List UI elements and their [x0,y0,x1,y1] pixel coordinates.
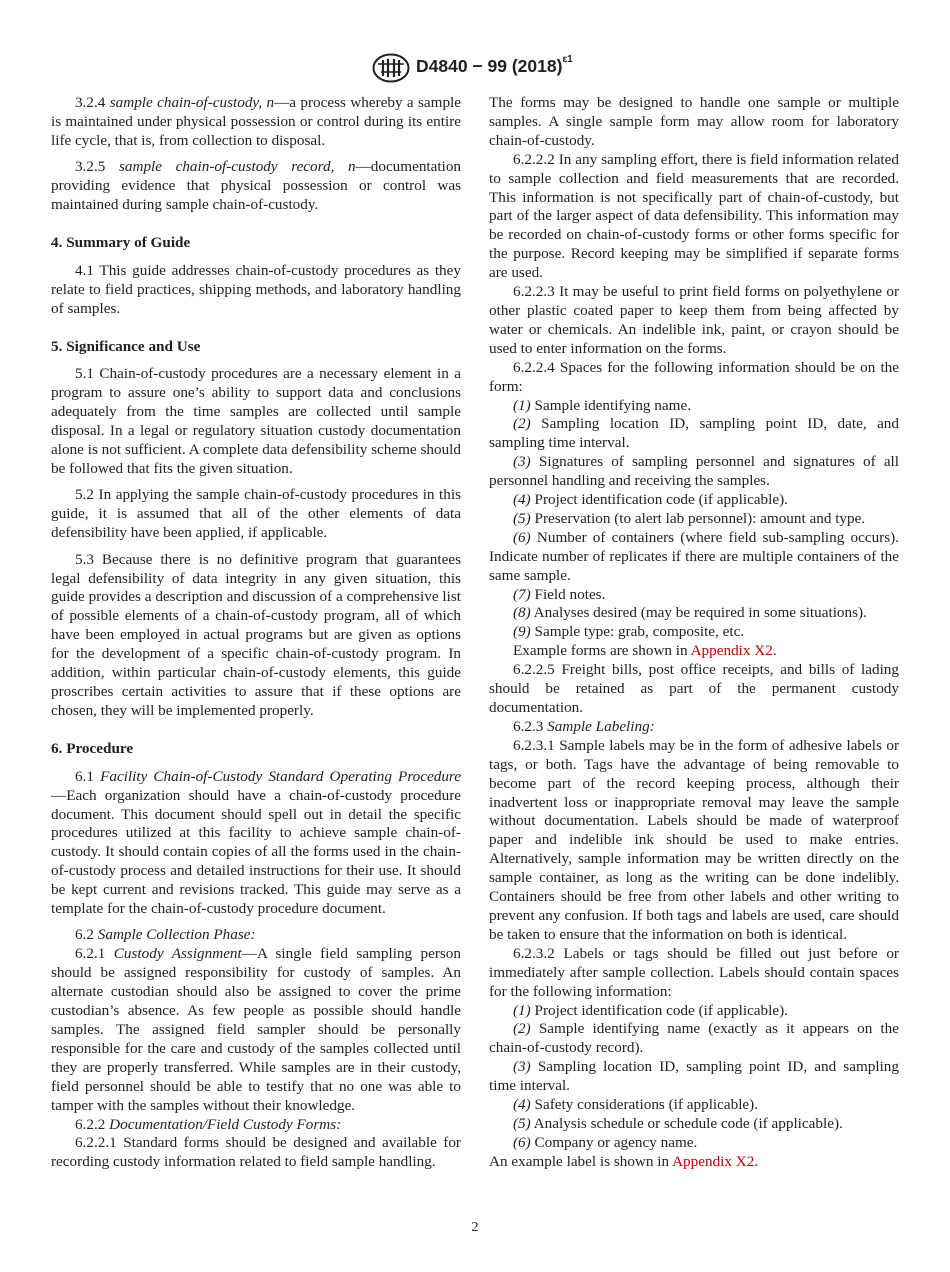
page-number: 2 [471,1220,479,1235]
paragraph-5-3: 5.3 Because there is no definitive program that guarantees legal defensibility of data integrity in any given situation, this guide provides a description and discussion of a comprehensive list of possible elements of a chain-of-custody program, all of which have been employed in actual programs but are given as options for the development of a specific chain-of-custody program. In addition, within particular chain-of-custody elements, this guide proscribes certain activities to assure that if these options are chosen, they will be implemented properly. [51,550,461,719]
paragraph-6-1: 6.1 Facility Chain-of-Custody Standard Operating Procedure—Each organization should have a chain-of-custody procedure document. This document should spell out in detail the specific procedures utilized at this facility to achieve sample chain-of-custody. It should contain copies of all the forms used in the chain-of-custody process and detailed instructions for their use. It should be kept current and revisions tracked. This guide may serve as a template for the chain-of-custody procedure document. [51,767,462,918]
paragraph-continuation: The forms may be designed to handle one sample or multiple samples. A single sample form may allow room for laboratory chain-of-custody. [489,94,899,149]
astm-logo-icon [372,53,410,83]
paragraph-6-2-3-2: 6.2.3.2 Labels or tags should be filled out just before or immediately after sample collection. Labels should contain spaces for the following information: [489,944,899,1000]
paragraph-6-2-2-2: 6.2.2.2 In any sampling effort, there is field information related to sample collection and field measurements that are recorded. This information is not specifically part of chain-of-custody, but part of the larger aspect of data defensibility. This information may be recorded on chain-of-custody forms or other forms specific for the purpose. Record keeping may be simplified if separate forms are used. [489,150,899,282]
list-item: (3) Signatures of sampling personnel and signatures of all personnel handling and receiving the samples. [489,453,899,490]
paragraph-6-2-3: 6.2.3 Sample Labeling: [513,717,655,735]
list-item: (1) Project identification code (if applicable). [513,1001,788,1019]
list-item: (6) Number of containers (where field sub-sampling occurs). Indicate number of replicates if there are multiple containers of the same sample. [489,528,899,584]
example-label-note: An example label is shown in Appendix X2. [489,1152,759,1170]
paragraph-4-1: 4.1 This guide addresses chain-of-custody procedures as they relate to field practices, shipping methods, and laboratory handling of samples. [51,261,461,317]
paragraph-6-2-2-3: 6.2.2.3 It may be useful to print field forms on polyethylene or other plastic coated paper to keep them from being affected by water or chemicals. An indelible ink, paint, or crayon should be used to enter information on the forms. [489,283,899,357]
list-item: (7) Field notes. [513,585,606,603]
list-item: (6) Company or agency name. [513,1133,698,1151]
paragraph-5-2: 5.2 In applying the sample chain-of-custody procedures in this guide, it is assumed that all of the other elements of data defensibility have been applied, if applicable. [51,486,461,542]
list-item: (8) Analyses desired (may be required in some situations). [513,604,867,622]
paragraph-6-2-2-1: 6.2.2.1 Standard forms should be designed and available for recording custody information related to field sample handling. [51,1134,461,1171]
list-item: (2) Sampling location ID, sampling point ID, date, and sampling time interval. [489,415,899,452]
list-item: (3) Sampling location ID, sampling point ID, and sampling time interval. [489,1058,899,1095]
example-forms-note: Example forms are shown in Appendix X2. [513,642,777,660]
section-heading-4: 4. Summary of Guide [51,233,191,251]
list-item: (9) Sample type: grab, composite, etc. [513,623,745,641]
appendix-x2-link[interactable]: Appendix X2 [690,642,773,660]
list-item: (5) Preservation (to alert lab personnel): amount and type. [513,509,866,527]
paragraph-6-2-2: 6.2.2 Documentation/Field Custody Forms: [75,1115,342,1133]
definition-3-2-5: 3.2.5 sample chain-of-custody record, n—documentation providing evidence that physical possession or control was maintained during sample chain-of-custody. [51,158,462,214]
section-heading-6: 6. Procedure [51,739,134,757]
paragraph-6-2: 6.2 Sample Collection Phase: [75,926,256,944]
right-column [489,94,899,1172]
paragraph-6-2-1: 6.2.1 Custody Assignment—A single field sampling person should be assigned responsibility for custody of samples. An alternate custodian should also be assigned to cover the prime custodian’s absence. As few people as possible should handle samples. The assigned field sampler should be personally responsible for the care and custody of the samples collected until they are properly transferred. While samples are in their custody, field personnel should be able to testify that no one was able to tamper with the samples without their knowledge. [51,945,461,1114]
paragraph-6-2-2-5: 6.2.2.5 Freight bills, post office receipts, and bills of lading should be retained as part of the permanent custody documentation. [489,661,899,716]
definition-3-2-4: 3.2.4 sample chain-of-custody, n—a process whereby a sample is maintained under physical possession or control during its entire life cycle, that is, from collection to disposal. [51,94,461,149]
appendix-x2-link[interactable]: Appendix X2 [672,1152,755,1170]
page-header [0,53,950,85]
list-item: (4) Safety considerations (if applicable). [513,1096,759,1114]
list-item: (4) Project identification code (if applicable). [513,491,788,509]
list-item: (1) Sample identifying name. [513,396,691,414]
left-column [51,94,461,1172]
document-designation: D4840 − 99 $(2018)^{\varepsilon 1}$ [416,54,573,76]
paragraph-6-2-2-4: 6.2.2.4 Spaces for the following information should be on the form: [489,358,899,395]
list-item: (5) Analysis schedule or schedule code (if applicable). [513,1114,843,1132]
list-item: (2) Sample identifying name (exactly as it appears on the chain-of-custody record). [489,1020,899,1057]
paragraph-5-1: 5.1 Chain-of-custody procedures are a necessary element in a program to assure one’s ability to support data and conclusions adequately from the time samples are collected until sample disposal. In a legal or regulatory situation custody documentation alone is not sufficient. A complete data defensibility scheme should be followed that fits the given situation. [51,365,461,477]
section-heading-5: 5. Significance and Use [51,337,201,355]
paragraph-6-2-3-1: 6.2.3.1 Sample labels may be in the form of adhesive labels or tags, or both. Tags have the advantage of being removable to become part of the record keeping process, although their inadvertent loss or inappropriate removal may leave the sample without documentation. Labels should be made of waterproof paper and indelible ink should be used to make entries. Alternatively, sample information may be written directly on the sample container, as long as the writing can be done indelibly. Containers should be free from other labels and other writing to prevent any confusion. If both tags and labels are used, care should be taken to ensure that the information on both is identical. [489,736,899,943]
